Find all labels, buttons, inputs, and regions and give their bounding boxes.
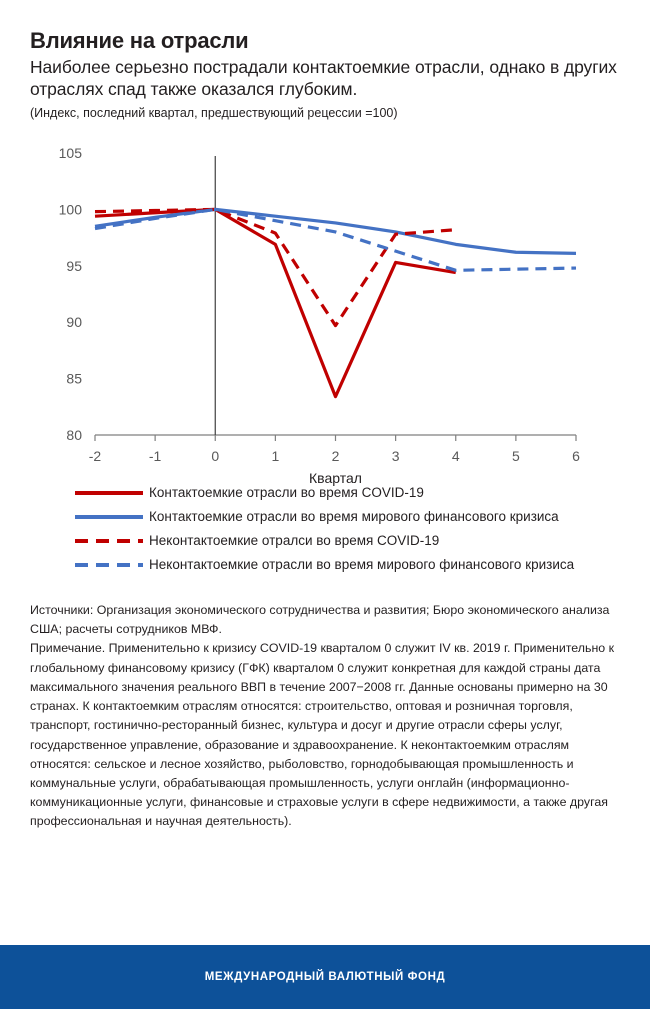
- legend-item[interactable]: [75, 529, 650, 553]
- legend-label: Контактоемкие отрасли во время COVID-19: [149, 485, 424, 501]
- y-tick-label: 100: [58, 201, 82, 218]
- y-tick-label: 90: [66, 314, 82, 331]
- footer-bar: [0, 945, 650, 1009]
- chart-series-group: [95, 209, 576, 396]
- header: [0, 0, 650, 121]
- chart-legend: [0, 481, 650, 577]
- legend-item[interactable]: [75, 553, 650, 577]
- footnotes: [0, 577, 650, 832]
- x-axis-title: Квартал: [309, 469, 362, 486]
- units-note: (Индекс, последний квартал, предшествующий рецессии =100): [30, 105, 398, 120]
- x-tick-label: 5: [511, 447, 520, 464]
- x-tick-label: -2: [88, 447, 102, 464]
- series-line: [95, 209, 576, 270]
- legend-item[interactable]: [75, 481, 650, 505]
- x-tick-label: 6: [572, 447, 580, 464]
- line-chart: [0, 143, 650, 486]
- y-tick-label: 95: [66, 257, 82, 274]
- page-title: Влияние на отрасли: [30, 28, 249, 53]
- series-line: [95, 209, 456, 325]
- legend-label: Контактоемкие отрасли во время мирового финансового кризиса: [149, 509, 559, 525]
- organization-name: МЕЖДУНАРОДНЫЙ ВАЛЮТНЫЙ ФОНД: [204, 971, 446, 983]
- x-tick-label: 3: [391, 447, 400, 464]
- sources-note: Источники: Организация экономического сотрудничества и развития; Бюро экономического анализа США; расчеты сотрудников МВФ.: [30, 602, 610, 637]
- y-tick-label: 80: [66, 426, 82, 443]
- x-tick-label: 1: [271, 447, 280, 464]
- page-subtitle: Наиболее серьезно пострадали контактоемкие отрасли, однако в других отраслях спад также оказался глубоким.: [30, 57, 617, 99]
- x-axis-tick-labels: [89, 448, 580, 464]
- chart-axes: [95, 156, 576, 441]
- x-tick-label: 0: [211, 447, 220, 464]
- x-tick-label: 2: [331, 447, 340, 464]
- legend-label: Неконтактоемкие отралси во время COVID-19: [149, 533, 440, 549]
- y-tick-label: 85: [66, 370, 82, 387]
- y-tick-label: 105: [58, 144, 82, 161]
- chart-container: [0, 143, 650, 486]
- x-tick-label: -1: [148, 447, 162, 464]
- y-axis-tick-labels: [59, 145, 83, 443]
- series-line: [95, 209, 456, 396]
- x-tick-label: 4: [451, 447, 460, 464]
- legend-label: Неконтактоемкие отрасли во время мирового финансового кризиса: [149, 557, 575, 573]
- legend-item[interactable]: [75, 505, 650, 529]
- methodology-note: Примечание. Применительно к кризису COVID-19 кварталом 0 служит IV кв. 2019 г. Применительно к глобальному финансовому кризису (ГФК) кварталом 0 служит конкретная для каждой страны дата максимального значения реального ВВП в течение 2007−2008 гг. Данные основаны примерно на 30 странах. К контактоемким отраслям относятся: строительство, оптовая и розничная торговля, транспорт, гостинично-ресторанный бизнес, культура и досуг и другие отрасли сферы услуг, государственное управление, образование и здравоохранение. К неконтактоемким отраслям относятся: сельское и лесное хозяйство, рыболовство, горнодобывающая промышленность и коммунальные услуги, обрабатывающая промышленность, услуги онглайн (информационно-коммуникационные услуги, финансовые и страховые услуги в сфере недвижимости, а также другая профессиональная и научная деятельность).: [30, 641, 615, 829]
